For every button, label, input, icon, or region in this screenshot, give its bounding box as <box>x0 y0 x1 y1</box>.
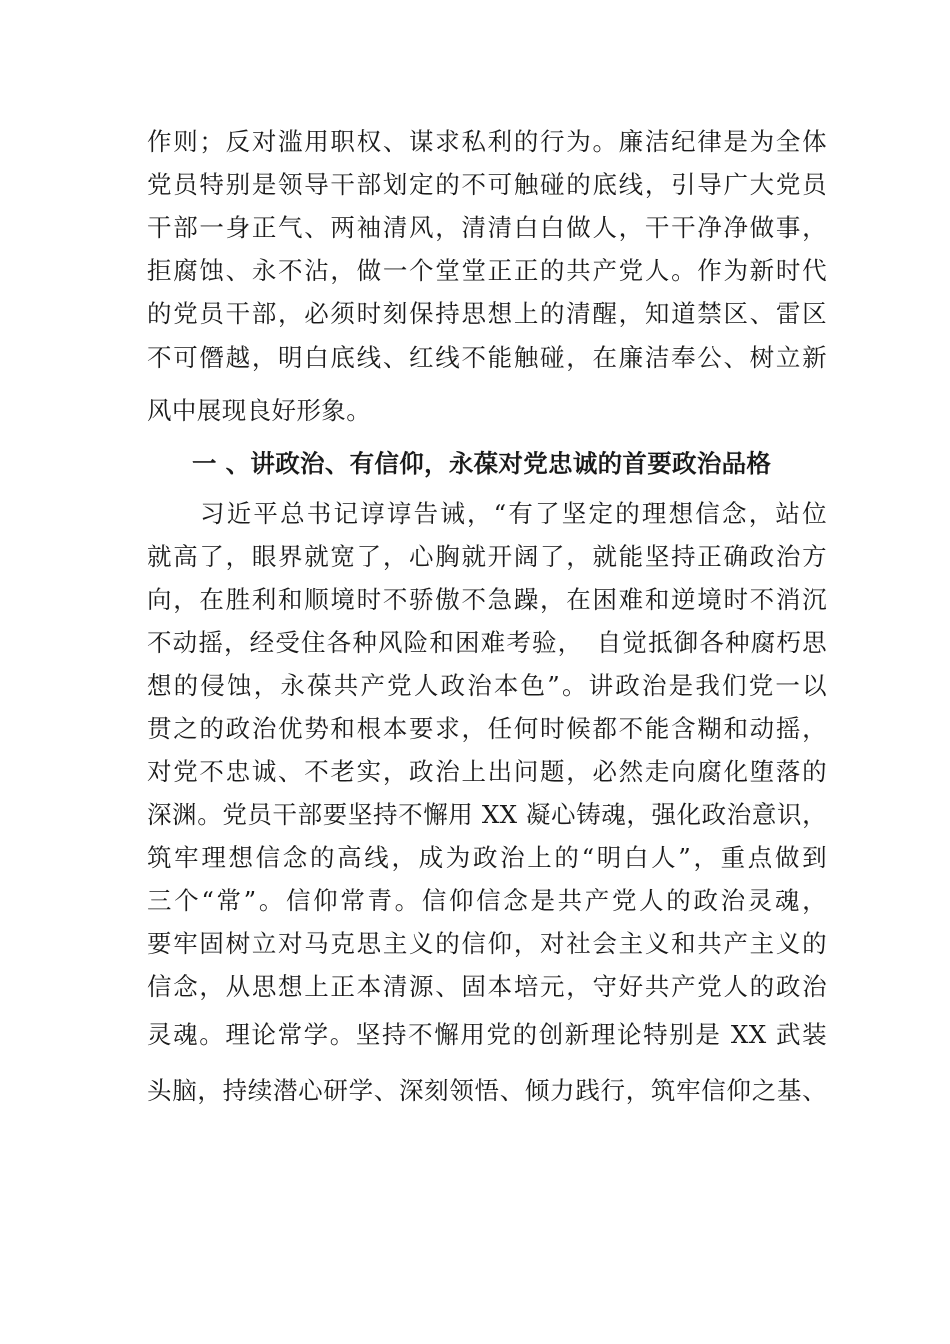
paragraph-line: 三个“常”。信仰常青。信仰信念是共产党人的政治灵魂， <box>147 886 827 915</box>
paragraph-line: 党员特别是领导干部划定的不可触碰的底线，引导广大党员 <box>147 170 827 199</box>
paragraph-line: 习近平总书记谆谆告诫，“有了坚定的理想信念，站位 <box>200 499 827 528</box>
section-heading: 一 、讲政治、有信仰，永葆对党忠诚的首要政治品格 <box>192 449 772 478</box>
paragraph-line: 向，在胜利和顺境时不骄傲不急躁，在困难和逆境时不消沉 <box>147 585 827 614</box>
paragraph-line: 头脑，持续潜心研学、深刻领悟、倾力践行，筑牢信仰之基、 <box>147 1076 827 1105</box>
paragraph-line: 想的侵蚀，永葆共产党人政治本色”。讲政治是我们党一以 <box>147 671 827 700</box>
paragraph-line: 风中展现良好形象。 <box>147 396 372 425</box>
paragraph-line: 筑牢理想信念的高线，成为政治上的“明白人”，重点做到 <box>147 843 827 872</box>
paragraph-line: 不动摇，经受住各种风险和困难考验， 自觉抵御各种腐朽思 <box>147 628 827 657</box>
paragraph-line: 拒腐蚀、永不沾，做一个堂堂正正的共产党人。作为新时代 <box>147 256 827 285</box>
paragraph-line: 对党不忠诚、不老实，政治上出问题，必然走向腐化堕落的 <box>147 757 827 786</box>
paragraph-line: 作则；反对滥用职权、谋求私利的行为。廉洁纪律是为全体 <box>147 127 827 156</box>
paragraph-line: 不可僭越，明白底线、红线不能触碰，在廉洁奉公、树立新 <box>147 343 827 372</box>
paragraph-line: 就高了，眼界就宽了，心胸就开阔了，就能坚持正确政治方 <box>147 542 827 571</box>
paragraph-line: 信念，从思想上正本清源、固本培元，守好共产党人的政治 <box>147 972 827 1001</box>
paragraph-line: 贯之的政治优势和根本要求，任何时候都不能含糊和动摇， <box>147 714 827 743</box>
paragraph-line: 灵魂。理论常学。坚持不懈用党的创新理论特别是 XX 武装 <box>147 1020 827 1049</box>
paragraph-line: 干部一身正气、两袖清风，清清白白做人，干干净净做事， <box>147 213 827 242</box>
paragraph-line: 要牢固树立对马克思主义的信仰，对社会主义和共产主义的 <box>147 929 827 958</box>
paragraph-line: 的党员干部，必须时刻保持思想上的清醒，知道禁区、雷区 <box>147 299 827 328</box>
paragraph-line: 深渊。党员干部要坚持不懈用 XX 凝心铸魂，强化政治意识， <box>147 800 827 829</box>
